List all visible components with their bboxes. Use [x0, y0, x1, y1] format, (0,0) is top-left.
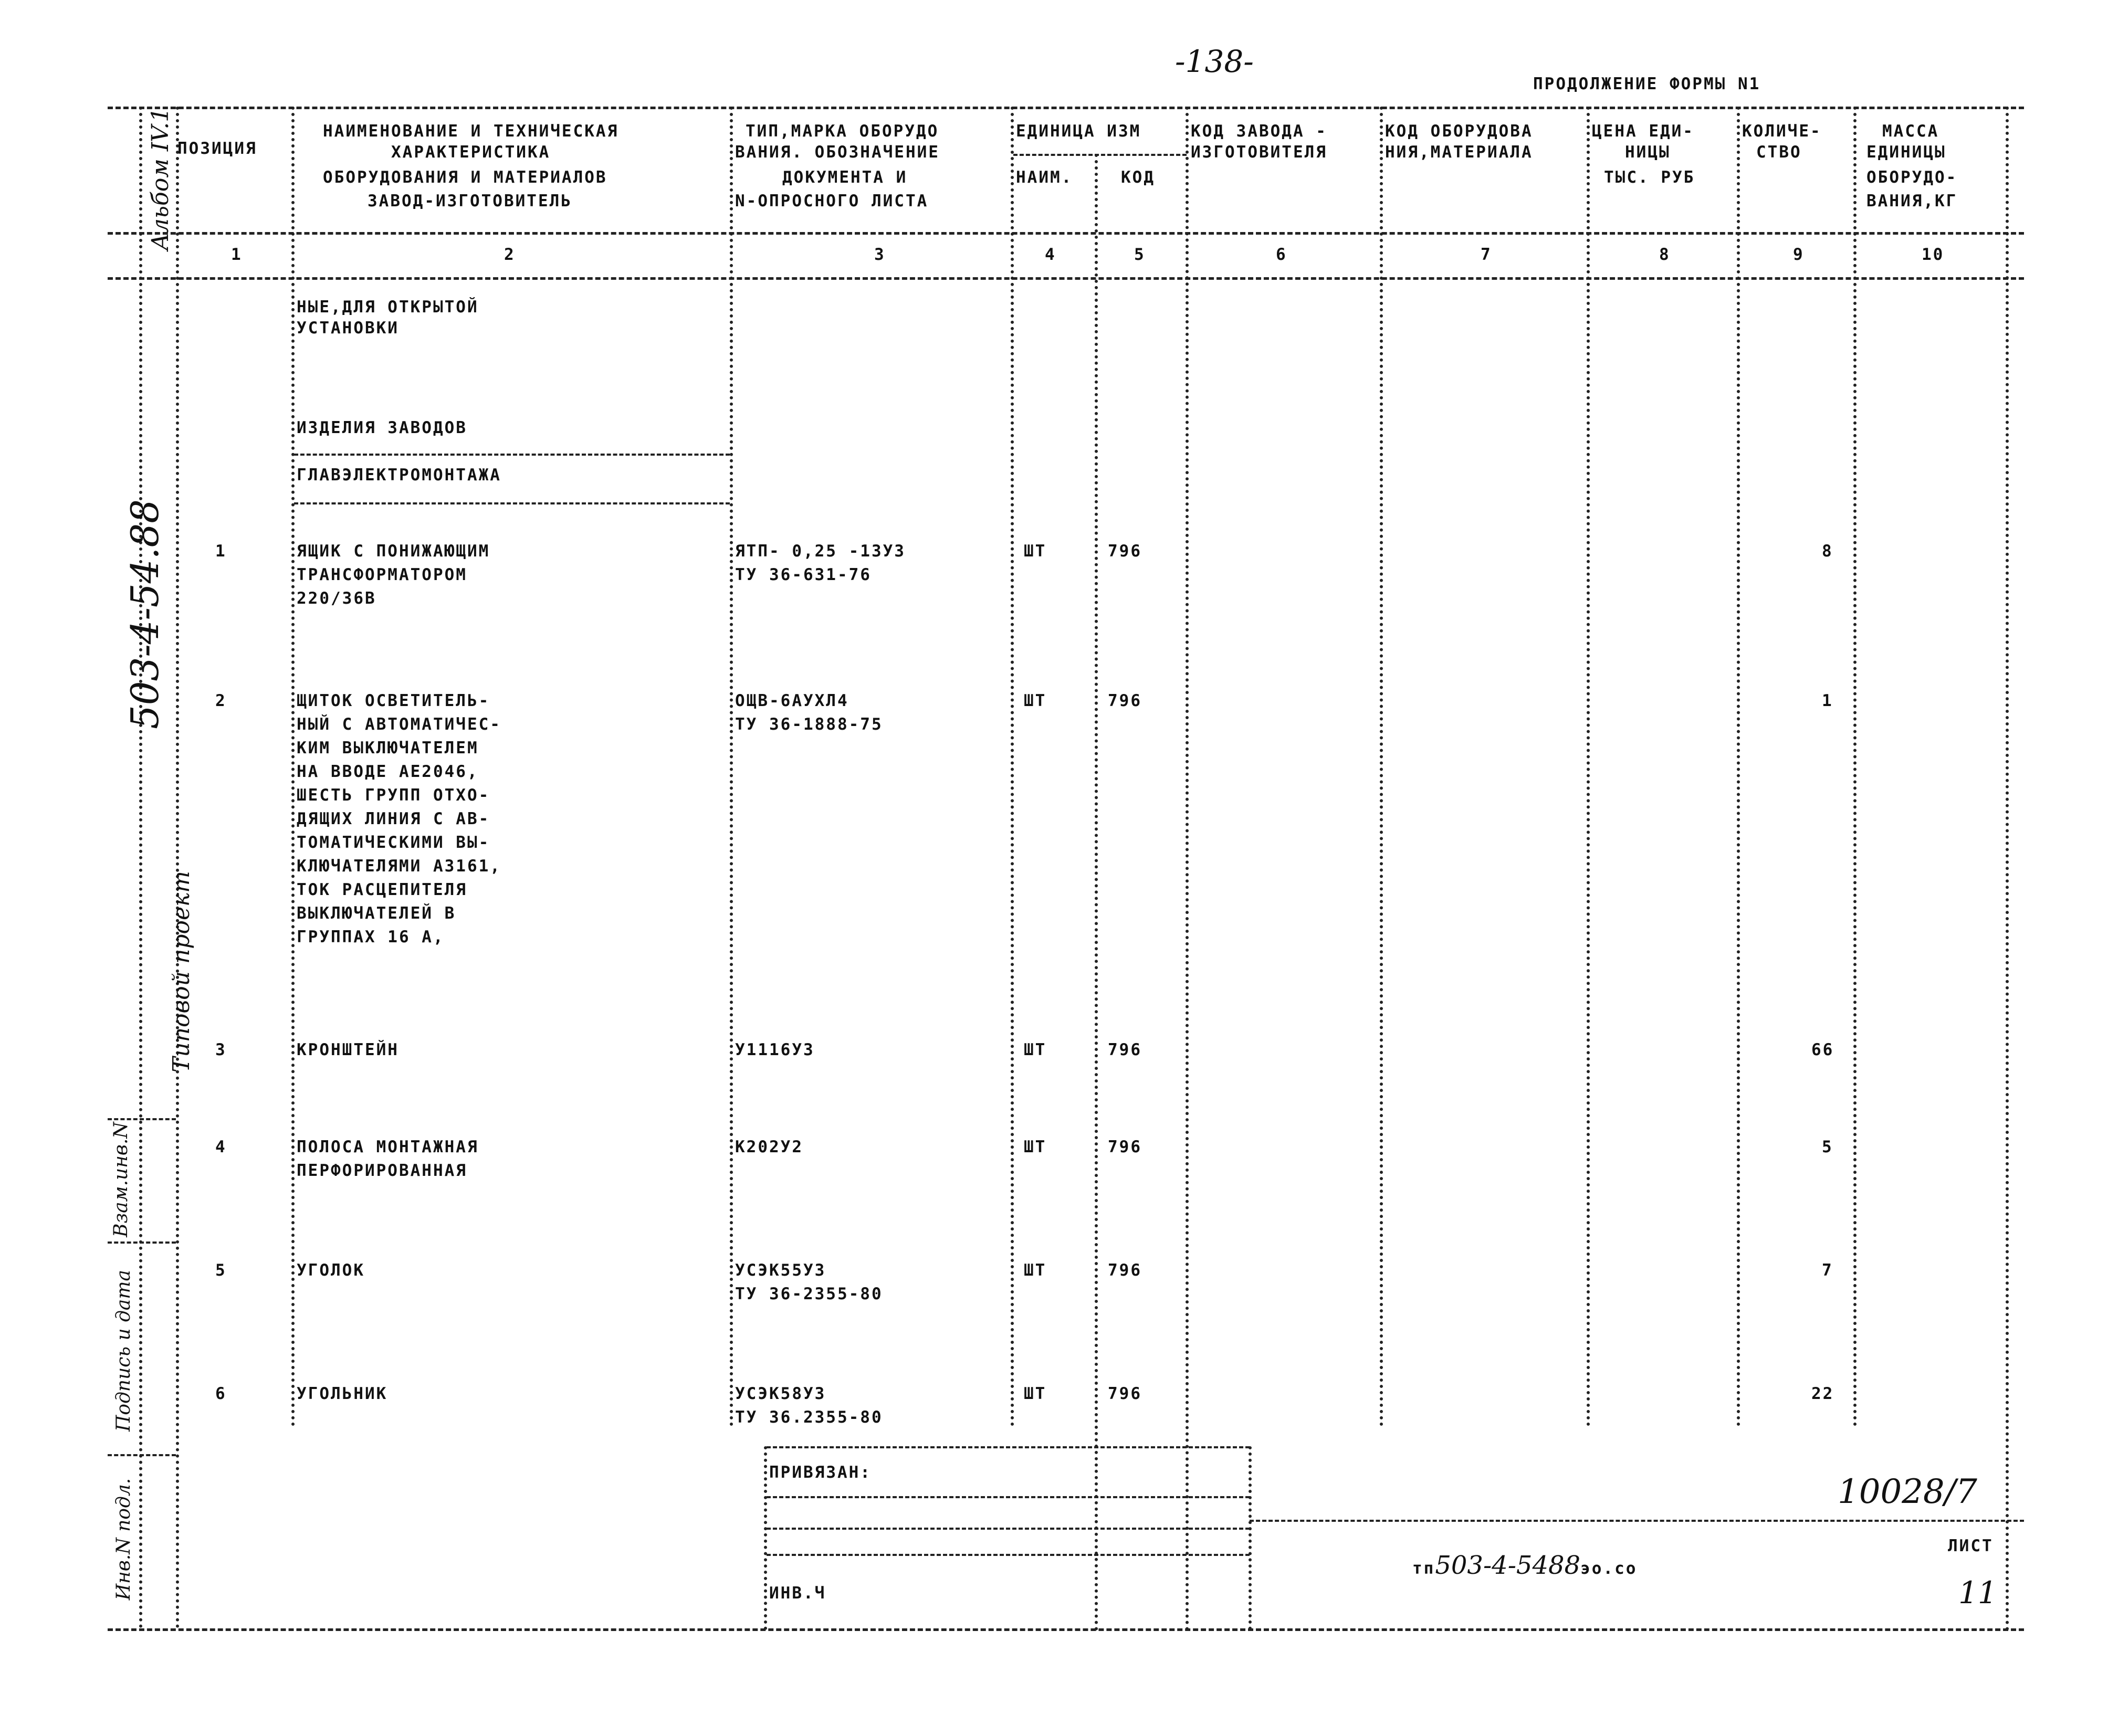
- header-col4: НАИМ.: [1016, 168, 1073, 187]
- stamp-handwritten-number: 10028/7: [1838, 1472, 1977, 1511]
- row-3-code: 796: [1108, 1040, 1142, 1059]
- header-col8-line3: ТЫС. РУБ: [1604, 168, 1695, 187]
- header-col9-line1: КОЛИЧЕ-: [1742, 122, 1822, 141]
- row-2-name-2: НЫЙ С АВТОМАТИЧЕС-: [297, 715, 501, 734]
- row-3-pos: 3: [215, 1040, 227, 1059]
- header-col10-line4: ВАНИЯ,КГ: [1866, 192, 1958, 211]
- row-1-type-2: ТУ 36-631-76: [735, 565, 872, 584]
- side-podpis: Подпись и дата: [113, 1270, 134, 1432]
- header-col6-line2: ИЗГОТОВИТЕЛЯ: [1191, 143, 1327, 162]
- section-title-1: ИЗДЕЛИЯ ЗАВОДОВ: [297, 418, 467, 437]
- side-project-number: 503-4-54.88: [123, 499, 167, 730]
- row-1-name-1: ЯЩИК С ПОНИЖАЮЩИМ: [297, 542, 490, 561]
- header-col3-line1: ТИП,МАРКА ОБОРУДО: [746, 122, 939, 141]
- row-6-pos: 6: [215, 1384, 227, 1403]
- stamp-inv: ИНВ.Ч: [769, 1584, 826, 1603]
- col-8-9-divider: [1737, 107, 1740, 1427]
- row-5-pos: 5: [215, 1261, 227, 1280]
- stamp-rule-1: [767, 1446, 1250, 1448]
- row-2-name-4: НА ВВОДЕ АЕ2046,: [297, 762, 479, 781]
- row-5-name-1: УГОЛОК: [297, 1261, 365, 1280]
- row-3-unit: ШТ: [1024, 1040, 1047, 1059]
- intro-line-1: НЫЕ,ДЛЯ ОТКРЫТОЙ: [297, 298, 479, 317]
- side-inv-podl: Инв.N подл.: [113, 1478, 134, 1601]
- side-strip-divider: [139, 107, 142, 1629]
- col-7-8-divider: [1587, 107, 1590, 1427]
- row-3-name-1: КРОНШТЕЙН: [297, 1040, 399, 1059]
- col-2-3-divider: [730, 107, 733, 1427]
- row-6-unit: ШТ: [1024, 1384, 1047, 1403]
- row-2-pos: 2: [215, 691, 227, 710]
- row-2-unit: ШТ: [1024, 691, 1047, 710]
- row-4-unit: ШТ: [1024, 1138, 1047, 1156]
- row-2-code: 796: [1108, 691, 1142, 710]
- page-number: -138-: [1175, 44, 1254, 79]
- row-4-pos: 4: [215, 1138, 227, 1156]
- stamp-divider: [1249, 1446, 1252, 1630]
- row-6-code: 796: [1108, 1384, 1142, 1403]
- col-5-6-divider: [1186, 107, 1189, 1632]
- row-1-type-1: ЯТП- 0,25 -13У3: [735, 542, 906, 561]
- row-2-name-8: КЛЮЧАТЕЛЯМИ А3161,: [297, 857, 501, 876]
- column-number-6: 6: [1276, 245, 1287, 264]
- stamp-rule-4: [767, 1528, 1250, 1530]
- header-col7-line2: НИЯ,МАТЕРИАЛА: [1385, 143, 1533, 162]
- section-rule-1: [294, 454, 730, 456]
- header-col2-line4: ЗАВОД-ИЗГОТОВИТЕЛЬ: [368, 192, 572, 211]
- row-5-type-2: ТУ 36-2355-80: [735, 1285, 883, 1303]
- header-col10-line2: ЕДИНИЦЫ: [1866, 143, 1946, 162]
- side-vzam: Взам.инв.N: [110, 1122, 132, 1237]
- column-number-10: 10: [1922, 245, 1945, 264]
- form-continuation: ПРОДОЛЖЕНИЕ ФОРМЫ N1: [1533, 75, 1761, 93]
- stamp-doc-code: [1412, 1553, 1637, 1578]
- stamp-doc-code-suffix: эо.со: [1580, 1559, 1638, 1578]
- row-5-code: 796: [1108, 1261, 1142, 1280]
- section-rule-2: [294, 502, 730, 504]
- row-4-qty: 5: [1822, 1138, 1833, 1156]
- col-4-5-divider: [1095, 154, 1098, 1632]
- row-2-type-1: ОЩВ-6АУХЛ4: [735, 691, 849, 710]
- header-col2-line2: ХАРАКТЕРИСТИКА: [391, 143, 551, 162]
- row-6-qty: 22: [1811, 1384, 1834, 1403]
- table-right-border: [2006, 107, 2009, 1632]
- row-2-name-9: ТОК РАСЦЕПИТЕЛЯ: [297, 880, 467, 899]
- col-3-4-divider: [1011, 107, 1014, 1427]
- row-2-name-11: ГРУППАХ 16 А,: [297, 928, 445, 946]
- column-number-3: 3: [874, 245, 886, 264]
- header-col3-line2: ВАНИЯ. ОБОЗНАЧЕНИЕ: [735, 143, 940, 162]
- header-col2-line1: НАИМЕНОВАНИЕ И ТЕХНИЧЕСКАЯ: [323, 122, 619, 141]
- row-3-qty: 66: [1811, 1040, 1834, 1059]
- table-bottom-border: [108, 1628, 2024, 1631]
- row-6-type-1: УСЭК58У3: [735, 1384, 826, 1403]
- column-number-9: 9: [1793, 245, 1805, 264]
- header-col3-line4: N-ОПРОСНОГО ЛИСТА: [735, 192, 929, 211]
- col-9-10-divider: [1853, 107, 1857, 1427]
- header-col2-line3: ОБОРУДОВАНИЯ И МАТЕРИАЛОВ: [323, 168, 607, 187]
- header-col1-line1: ПОЗИЦИЯ: [177, 139, 257, 158]
- row-6-type-2: ТУ 36.2355-80: [735, 1408, 883, 1427]
- section-title-2: ГЛАВЭЛЕКТРОМОНТАЖА: [297, 466, 501, 485]
- row-2-type-2: ТУ 36-1888-75: [735, 715, 883, 734]
- stamp-privyazan: ПРИВЯЗАН:: [769, 1463, 872, 1482]
- stamp-rule-3: [1250, 1520, 2024, 1522]
- row-2-name-10: ВЫКЛЮЧАТЕЛЕЙ В: [297, 904, 456, 923]
- header-col5: КОД: [1121, 168, 1155, 187]
- header-col45: ЕДИНИЦА ИЗМ: [1016, 122, 1141, 141]
- column-number-5: 5: [1134, 245, 1146, 264]
- row-1-qty: 8: [1822, 542, 1833, 561]
- row-4-name-1: ПОЛОСА МОНТАЖНАЯ: [297, 1138, 479, 1156]
- row-1-code: 796: [1108, 542, 1142, 561]
- side-project-label: Типовой проект: [168, 871, 195, 1072]
- header-col10-line3: ОБОРУДО-: [1866, 168, 1958, 187]
- header-col8-line2: НИЦЫ: [1625, 143, 1671, 162]
- stamp-doc-code-prefix: тп: [1412, 1559, 1435, 1578]
- row-2-qty: 1: [1822, 691, 1833, 710]
- header-col10-line1: МАССА: [1882, 122, 1939, 141]
- header-col6-line1: КОД ЗАВОДА -: [1191, 122, 1327, 141]
- row-2-name-3: КИМ ВЫКЛЮЧАТЕЛЕМ: [297, 739, 479, 757]
- row-2-name-1: ЩИТОК ОСВЕТИТЕЛЬ-: [297, 691, 490, 710]
- row-3-type-1: У1116У3: [735, 1040, 815, 1059]
- stamp-left-border: [764, 1446, 767, 1630]
- col-1-2-divider: [291, 107, 295, 1427]
- row-2-name-7: ТОМАТИЧЕСКИМИ ВЫ-: [297, 833, 490, 852]
- column-number-2: 2: [504, 245, 516, 264]
- column-number-4: 4: [1045, 245, 1056, 264]
- row-6-name-1: УГОЛЬНИК: [297, 1384, 388, 1403]
- stamp-rule-5: [767, 1554, 1250, 1556]
- row-1-name-2: ТРАНСФОРМАТОРОМ: [297, 565, 467, 584]
- row-5-type-1: УСЭК55У3: [735, 1261, 826, 1280]
- row-1-pos: 1: [215, 542, 227, 561]
- row-4-type-1: К202У2: [735, 1138, 803, 1156]
- header-col7-line1: КОД ОБОРУДОВА: [1385, 122, 1533, 141]
- intro-line-2: УСТАНОВКИ: [297, 319, 399, 338]
- column-number-1: 1: [231, 245, 243, 264]
- stamp-doc-code-handwritten: 503-4-5488: [1435, 1551, 1581, 1580]
- column-number-7: 7: [1481, 245, 1492, 264]
- row-4-name-2: ПЕРФОРИРОВАННАЯ: [297, 1161, 467, 1180]
- row-1-name-3: 220/36В: [297, 589, 376, 608]
- header-col8-line1: ЦЕНА ЕДИ-: [1592, 122, 1694, 141]
- column-number-8: 8: [1659, 245, 1671, 264]
- stamp-sheet-number: 11: [1958, 1575, 1997, 1611]
- row-5-qty: 7: [1822, 1261, 1833, 1280]
- header-col3-line3: ДОКУМЕНТА И: [782, 168, 908, 187]
- row-1-unit: ШТ: [1024, 542, 1047, 561]
- stamp-rule-2: [767, 1496, 1250, 1498]
- row-4-code: 796: [1108, 1138, 1142, 1156]
- header-col9-line2: СТВО: [1756, 143, 1802, 162]
- col-6-7-divider: [1380, 107, 1383, 1427]
- row-5-unit: ШТ: [1024, 1261, 1047, 1280]
- stamp-sheet-label: ЛИСТ: [1948, 1537, 1994, 1555]
- side-album: Альбом IV.1: [147, 107, 174, 251]
- row-2-name-6: ДЯЩИХ ЛИНИЯ С АВ-: [297, 809, 490, 828]
- unit-subheader-rule: [1013, 154, 1187, 156]
- row-2-name-5: ШЕСТЬ ГРУПП ОТХО-: [297, 786, 490, 805]
